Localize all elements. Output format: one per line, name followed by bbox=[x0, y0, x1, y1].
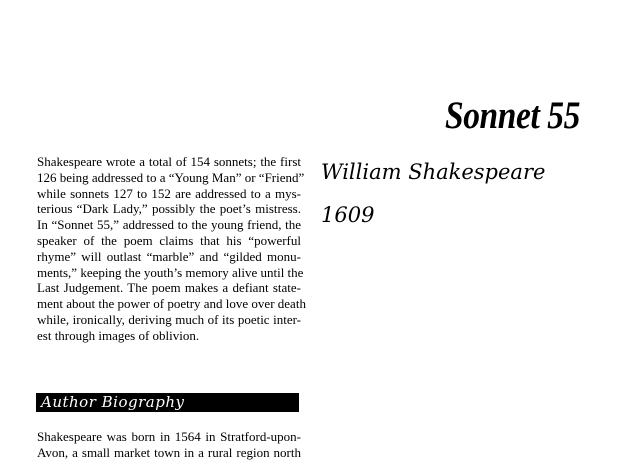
text-line: 126 being addressed to a “Young Man” or “Friend” bbox=[37, 169, 305, 185]
text-line: while sonnets 127 to 152 are addressed to a mys- bbox=[37, 185, 301, 201]
text-line: while, ironically, deriving much of its poetic inter- bbox=[37, 311, 301, 327]
text-line: speaker of the poem claims that his “powerful bbox=[37, 232, 301, 248]
text-line: rhyme” will outlast “marble” and “gilded monu- bbox=[37, 248, 301, 264]
text-line: Shakespeare wrote a total of 154 sonnets; the first bbox=[37, 154, 301, 169]
text-line: terious “Dark Lady,” possibly the poet’s mistress. bbox=[37, 201, 301, 217]
section-heading-label: Author Biography bbox=[41, 393, 185, 411]
text-line: In “Sonnet 55,” addressed to the young friend, the bbox=[37, 217, 301, 233]
biography-paragraph bbox=[37, 429, 301, 461]
author-biography-heading bbox=[36, 393, 299, 412]
page-title: Sonnet 55 bbox=[445, 94, 580, 137]
text-line: ments,” keeping the youth’s memory alive until the bbox=[37, 264, 304, 280]
text-line: Avon, a small market town in a rural region north bbox=[37, 444, 301, 460]
text-line: Last Judgement. The poem makes a defiant state- bbox=[37, 280, 301, 296]
publication-year: 1609 bbox=[321, 203, 375, 227]
poet-name: William Shakespeare bbox=[321, 160, 546, 184]
text-line: est through images of oblivion. bbox=[37, 327, 200, 343]
text-line: Shakespeare was born in 1564 in Stratford-upon- bbox=[37, 429, 301, 444]
text-line: ment about the power of poetry and love over death bbox=[37, 296, 306, 312]
intro-paragraph bbox=[37, 154, 306, 344]
